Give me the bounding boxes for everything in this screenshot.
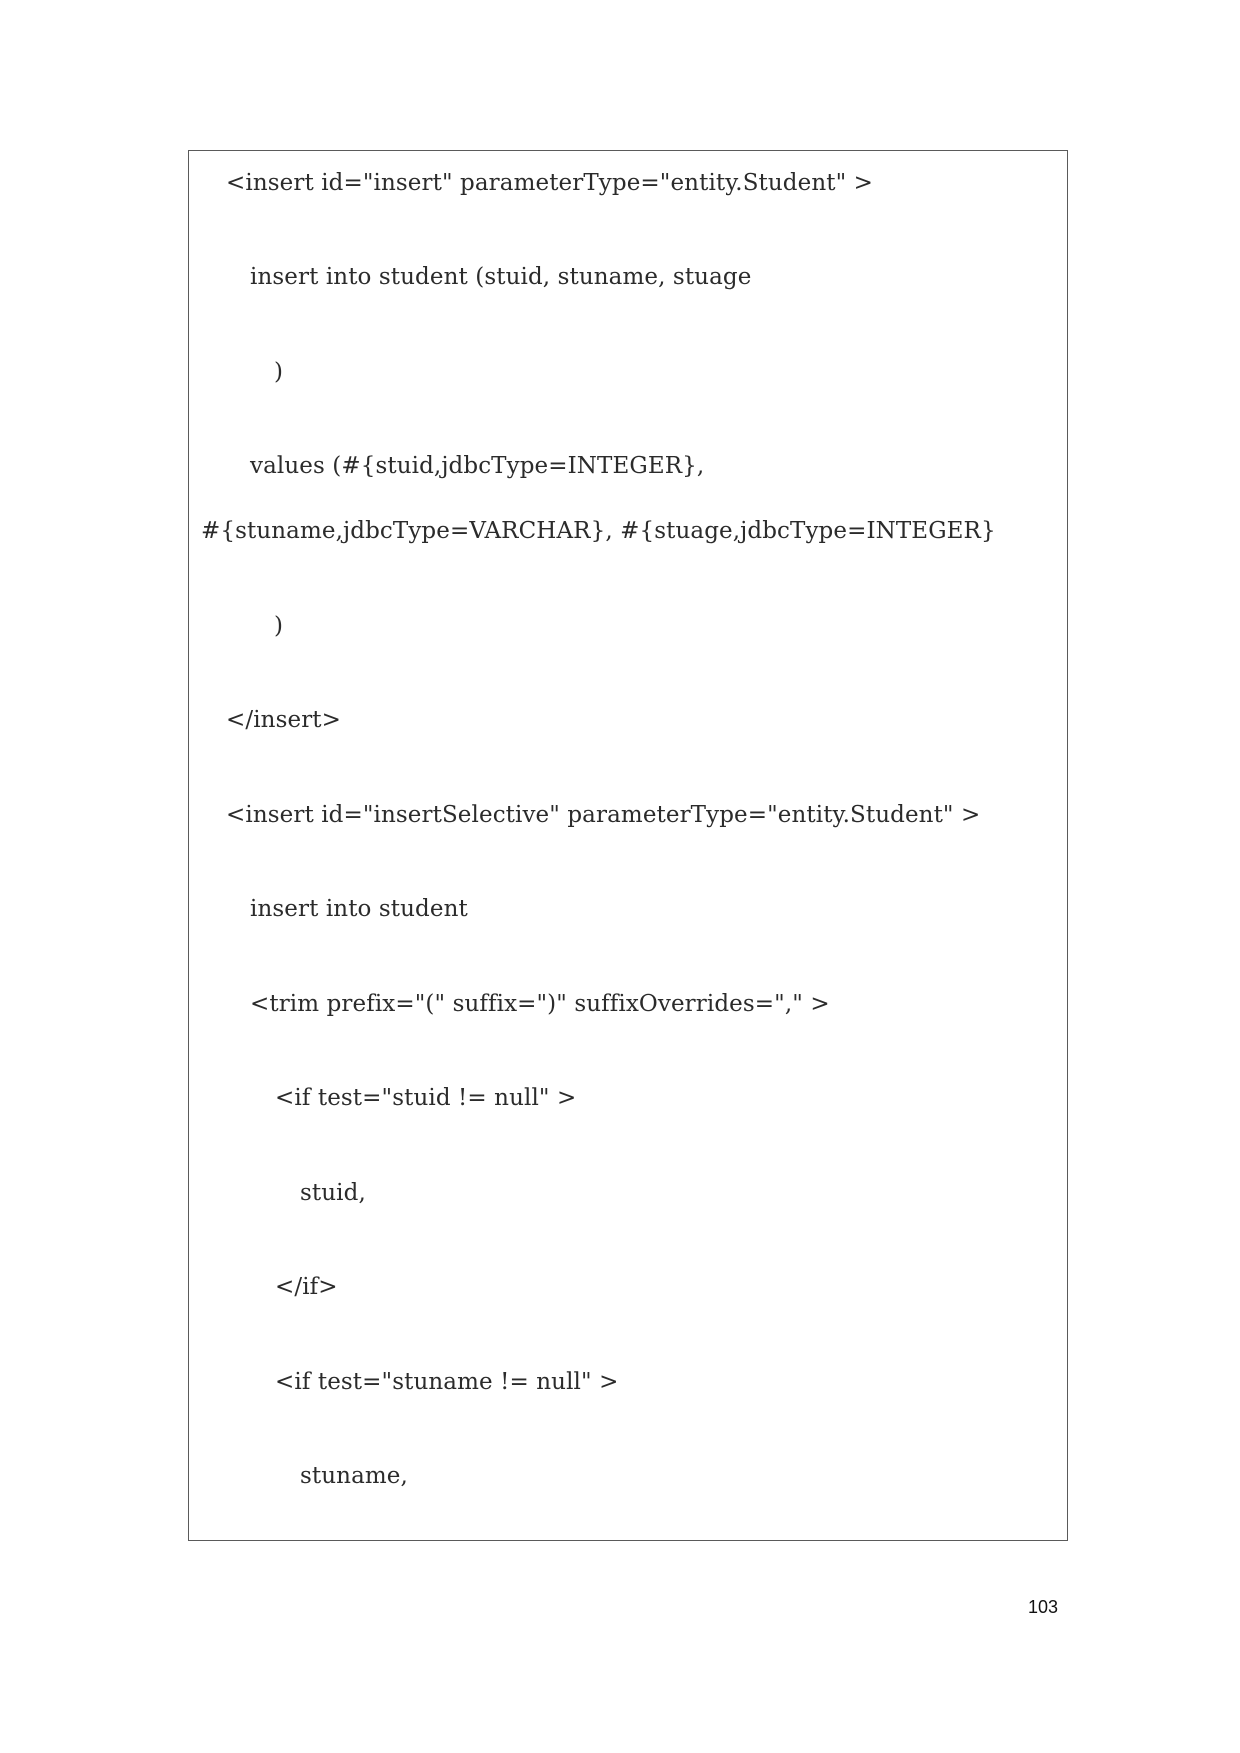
code-line: <insert id="insertSelective" parameterType="entity.Student" > [226,802,981,828]
code-line: stuname, [300,1463,408,1489]
code-line: <if test="stuid != null" > [275,1085,577,1111]
code-line: stuid, [300,1180,366,1206]
code-listing-box [188,150,1068,1541]
code-line: values (#{stuid,jdbcType=INTEGER}, [250,453,705,479]
page-number: 103 [1027,1597,1058,1617]
code-line: </insert> [226,707,342,733]
code-line: insert into student [250,896,468,922]
code-line: <if test="stuname != null" > [275,1369,619,1395]
code-line: #{stuname,jdbcType=VARCHAR}, #{stuage,jdbcType=INTEGER} [201,518,996,544]
code-line: ) [274,359,284,385]
code-line: ) [274,613,284,639]
code-line: <trim prefix="(" suffix=")" suffixOverrides="," > [250,991,830,1017]
code-line: </if> [275,1274,338,1300]
code-line: insert into student (stuid, stuname, stuage [250,264,752,290]
code-line: <insert id="insert" parameterType="entity.Student" > [226,170,874,196]
